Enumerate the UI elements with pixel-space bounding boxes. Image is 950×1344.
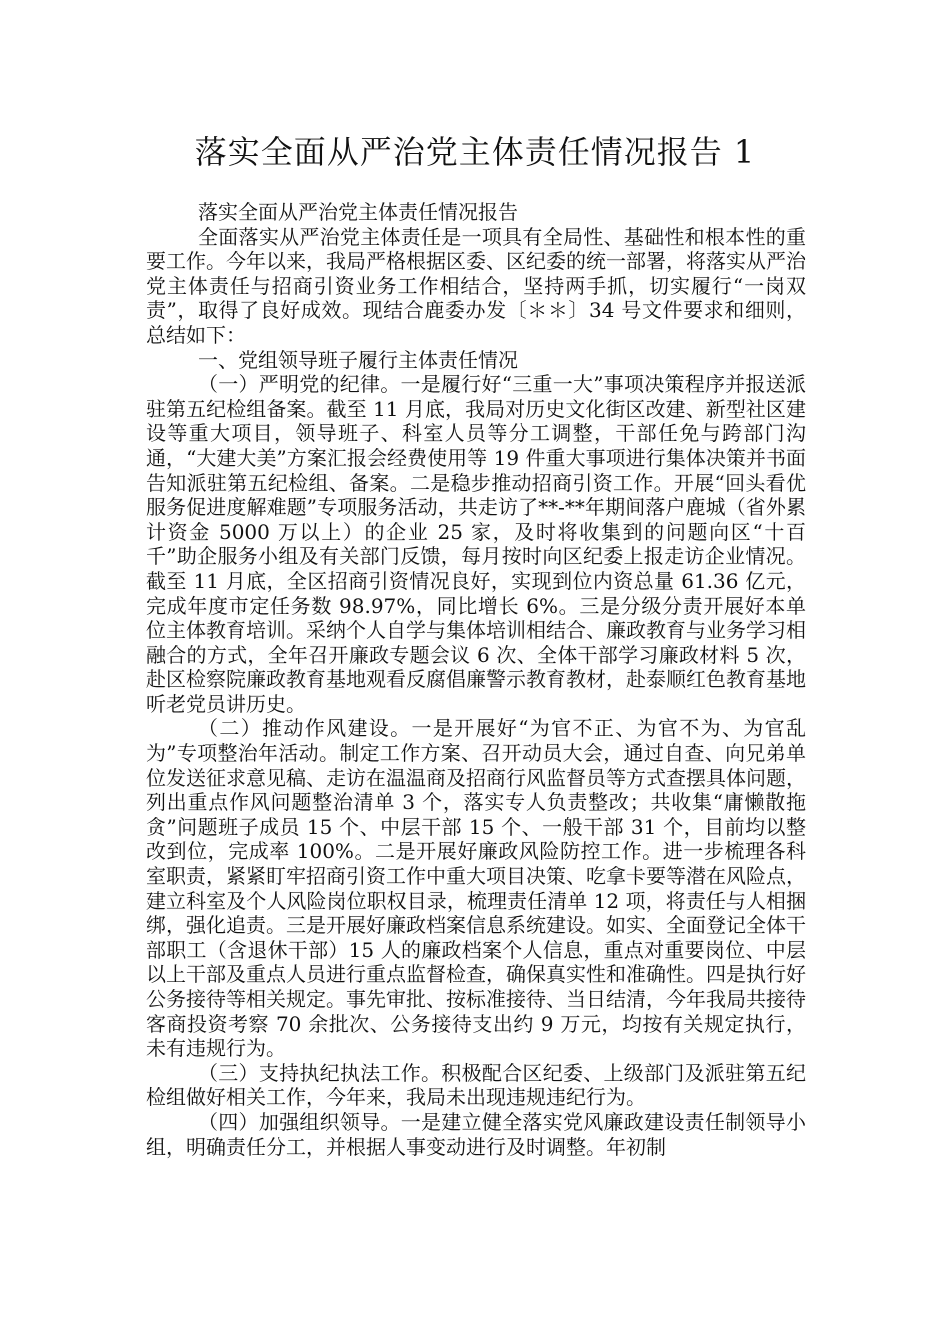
document-body — [146, 200, 806, 1159]
section-heading-1: 一、党组领导班子履行主体责任情况 — [198, 347, 518, 372]
report-subtitle: 落实全面从严治党主体责任情况报告 — [198, 200, 518, 224]
paragraph-enforcement-support: （三）支持执纪执法工作。积极配合区纪委、上级部门及派驻第五纪检组做好相关工作，今年来，我局未出现违规违纪行为。 — [146, 1060, 806, 1110]
paragraph-work-style: （二）推动作风建设。一是开展好“为官不正、为官不为、为官乱为”专项整治年活动。制定工作方案、召开动员大会，通过自查、向兄弟单位发送征求意见稿、走访在温温商及招商行风监督员等方式查摆具体问题，列出重点作风问题整治清单 3 个，落实专人负责整改；共收集“庸懒散拖贪”问题班子成员 15 个、中层干部 15 个、一般干部 31 个，目前均以整改到位，完成率 100%。二是开展好廉政风险防控工作。进一步梳理各科室职责，紧紧盯牢招商引资工作中重大项目决策、吃拿卡要等潜在风险点，建立科室及个人风险岗位职权目录，梳理责任清单 12 项，将责任与人相捆绑，强化追责。三是开展好廉政档案信息系统建设。如实、全面登记全体干部职工（含退休干部）15 人的廉政档案个人信息，重点对重要岗位、中层以上干部及重点人员进行重点监督检查，确保真实性和准确性。四是执行好公务接待等相关规定。事先审批、按标准接待、当日结清，今年我局共接待客商投资考察 70 余批次、公务接待支出约 9 万元，均按有关规定执行，未有违规行为。 — [146, 716, 806, 1061]
paragraph-organization-leadership: （四）加强组织领导。一是建立健全落实党风廉政建设责任制领导小组，明确责任分工，并根据人事变动进行及时调整。年初制 — [146, 1109, 806, 1159]
intro-paragraph: 全面落实从严治党主体责任是一项具有全局性、基础性和根本性的重要工作。今年以来，我局严格根据区委、区纪委的统一部署，将落实从严治党主体责任与招商引资业务工作相结合，坚持两手抓，切实履行“一岗双责”，取得了良好成效。现结合鹿委办发〔＊＊〕34 号文件要求和细则，总结如下： — [146, 224, 806, 347]
paragraph-discipline: （一）严明党的纪律。一是履行好“三重一大”事项决策程序并报送派驻第五纪检组备案。截至 11 月底，我局对历史文化街区改建、新型社区建设等重大项目，领导班子、科室人员等分工调整，干部任免与跨部门沟通，“大建大美”方案汇报会经费使用等 19 件重大事项进行集体决策并书面告知派驻第五纪检组、备案。二是稳步推动招商引资工作。开展“回头看优服务促进度解难题”专项服务活动，共走访了**-**年期间落户鹿城（省外累计资金 5000 万以上）的企业 25 家，及时将收集到的问题向区“十百千”助企服务小组及有关部门反馈，每月按时向区纪委上报走访企业情况。截至 11 月底，全区招商引资情况良好，实现到位内资总量 61.36 亿元，完成年度市定任务数 98.97%，同比增长 6%。三是分级分责开展好本单位主体教育培训。采纳个人自学与集体培训相结合、廉政教育与业务学习相融合的方式，全年召开廉政专题会议 6 次、全体干部学习廉政材料 5 次，赴区检察院廉政教育基地观看反腐倡廉警示教育教材，赴泰顺红色教育基地听老党员讲历史。 — [146, 372, 806, 716]
document-title: 落实全面从严治党主体责任情况报告 1 — [194, 133, 756, 171]
